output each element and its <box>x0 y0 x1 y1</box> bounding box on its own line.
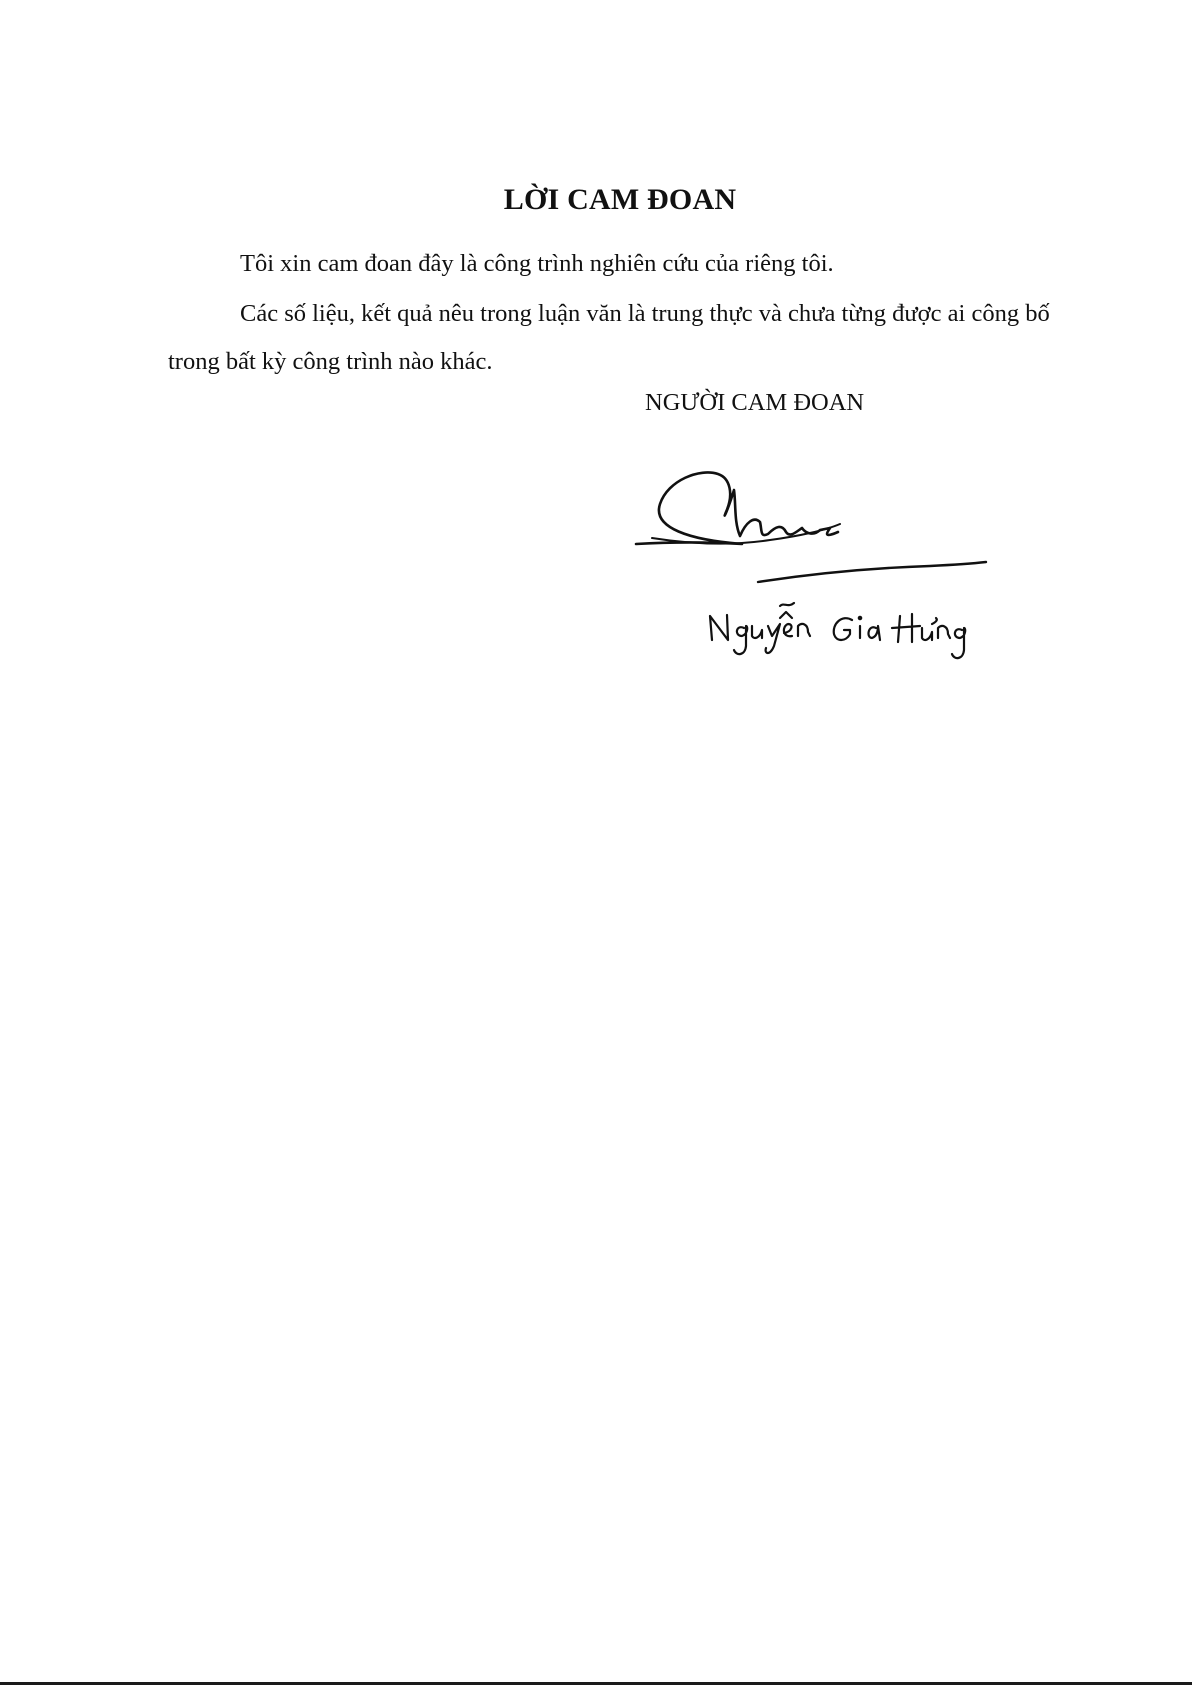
page-title: LỜI CAM ĐOAN <box>503 183 737 216</box>
signer-name-handwriting <box>710 603 965 658</box>
declaration-paragraph-2: Các số liệu, kết quả nêu trong luận văn là trung thực và chưa từng được ai công bố trong bất kỳ công trình nào khác. <box>168 300 1050 375</box>
signer-title: NGƯỜI CAM ĐOAN <box>645 389 865 416</box>
handwritten-signature <box>630 450 1000 690</box>
declaration-paragraph-1: Tôi xin cam đoan đây là công trình nghiên cứu của riêng tôi. <box>240 250 834 277</box>
